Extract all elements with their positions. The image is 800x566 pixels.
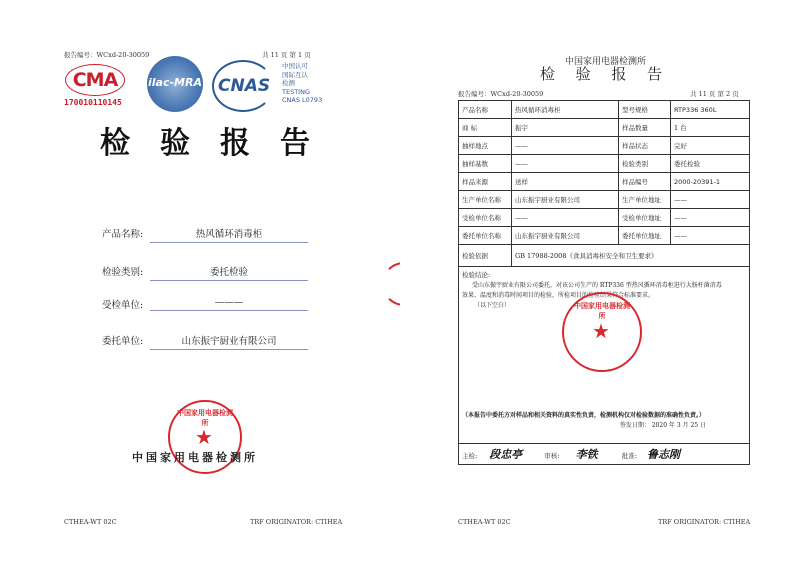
footer-form-code: CTHEA-WT 02C — [64, 518, 117, 526]
seal-star-icon: ★ — [592, 319, 610, 343]
official-seal: 中国家用电器检测所 ★ — [562, 292, 642, 372]
cnas-info: 中国认可 国际互认 检测 TESTING CNAS L0793 — [282, 62, 323, 104]
issue-date: 签发日期： 2020 年 3 月 25 日 — [619, 422, 706, 429]
table-row: 商 标 振宇 样品数量 1 台 — [459, 119, 750, 137]
page-info: 共 11 页 第 1 页 — [262, 51, 311, 59]
cnas-logo: CNAS — [218, 76, 271, 96]
reviewer-label: 审核: — [544, 452, 560, 460]
report-number: 报告编号：WCxd-20-30059 — [458, 90, 544, 98]
cma-number: 170010110145 — [64, 98, 122, 107]
product-name-label: 产品名称: — [102, 229, 144, 240]
table-row: 样品来源 送样 样品编号 2000-20391-1 — [459, 173, 750, 191]
report-number: 报告编号：WCxd-20-30059 — [64, 51, 150, 59]
inspected-unit-label: 受检单位: — [102, 300, 144, 311]
chief-inspector-label: 主检: — [462, 452, 478, 460]
footer-form-code: CTHEA-WT 02C — [458, 518, 511, 526]
conclusion-line-2: 效果、温度和消毒时间项目的检验，所检项目的检验结果符合标准要求。 — [462, 292, 655, 299]
details-title: 检 验 报 告 — [540, 65, 662, 83]
table-row: 抽样地点 —— 样品状态 完好 — [459, 137, 750, 155]
report-table — [458, 100, 750, 465]
approver-signature: 鲁志刚 — [647, 448, 680, 461]
product-name-value: 热风循环消毒柜 — [150, 226, 308, 243]
table-row: 产品名称 热风循环消毒柜 型号规格 RTP336 360L — [459, 101, 750, 119]
official-seal: 中国家用电器检测所 ★ — [168, 400, 242, 474]
inspected-unit-value: ——— — [150, 297, 308, 311]
report-title: 检 验 报 告 — [100, 126, 310, 161]
inspection-type-value: 委托检验 — [150, 264, 308, 281]
conclusion-label: 检验结论: — [462, 271, 491, 279]
conclusion-line-1: 受山东振宇厨业有限公司委托，对该公司生产的 RTP336 型热风循环消毒柜进行大肠杆菌消毒 — [472, 282, 722, 289]
basis-value: GB 17988-2008《食具消毒柜安全和卫生要求》 — [512, 245, 750, 267]
details-page — [400, 0, 800, 566]
basis-label: 检验依据 — [459, 245, 512, 267]
page-info: 共 11 页 第 2 页 — [690, 90, 739, 98]
signature-row — [459, 444, 750, 465]
client-unit-value: 山东振宇厨业有限公司 — [150, 333, 308, 350]
table-row — [459, 245, 750, 267]
table-row: 受检单位名称 —— 受检单位地址 —— — [459, 209, 750, 227]
cma-logo: CMA — [65, 64, 125, 96]
ilac-mra-logo: ilac-MRA — [147, 56, 203, 112]
institution-header: 中国家用电器检测所 — [565, 57, 647, 67]
table-row: 委托单位名称 山东振宇厨业有限公司 委托单位地址 —— — [459, 227, 750, 245]
disclaimer: （本报告中委托方对样品和相关资料的真实性负责，检测机构仅对检验数据的准确性负责。） — [462, 412, 706, 419]
seal-star-icon: ★ — [195, 425, 213, 449]
conclusion-line-3: （以下空白） — [474, 302, 511, 309]
footer-originator: TRF ORIGINATOR: CTIHEA — [250, 518, 343, 526]
client-unit-label: 委托单位: — [102, 336, 144, 347]
chief-inspector-signature: 段忠亭 — [489, 448, 523, 461]
reviewer-signature: 李铁 — [575, 448, 598, 461]
inspection-type-label: 检验类别: — [102, 267, 144, 278]
approver-label: 批准: — [621, 452, 637, 460]
table-row: 抽样基数 —— 检验类别 委托检验 — [459, 155, 750, 173]
footer-originator: TRF ORIGINATOR: CTIHEA — [658, 518, 751, 526]
institution-name: 中国家用电器检测所 — [132, 451, 258, 464]
table-row: 生产单位名称 山东振宇厨业有限公司 生产单位地址 —— — [459, 191, 750, 209]
